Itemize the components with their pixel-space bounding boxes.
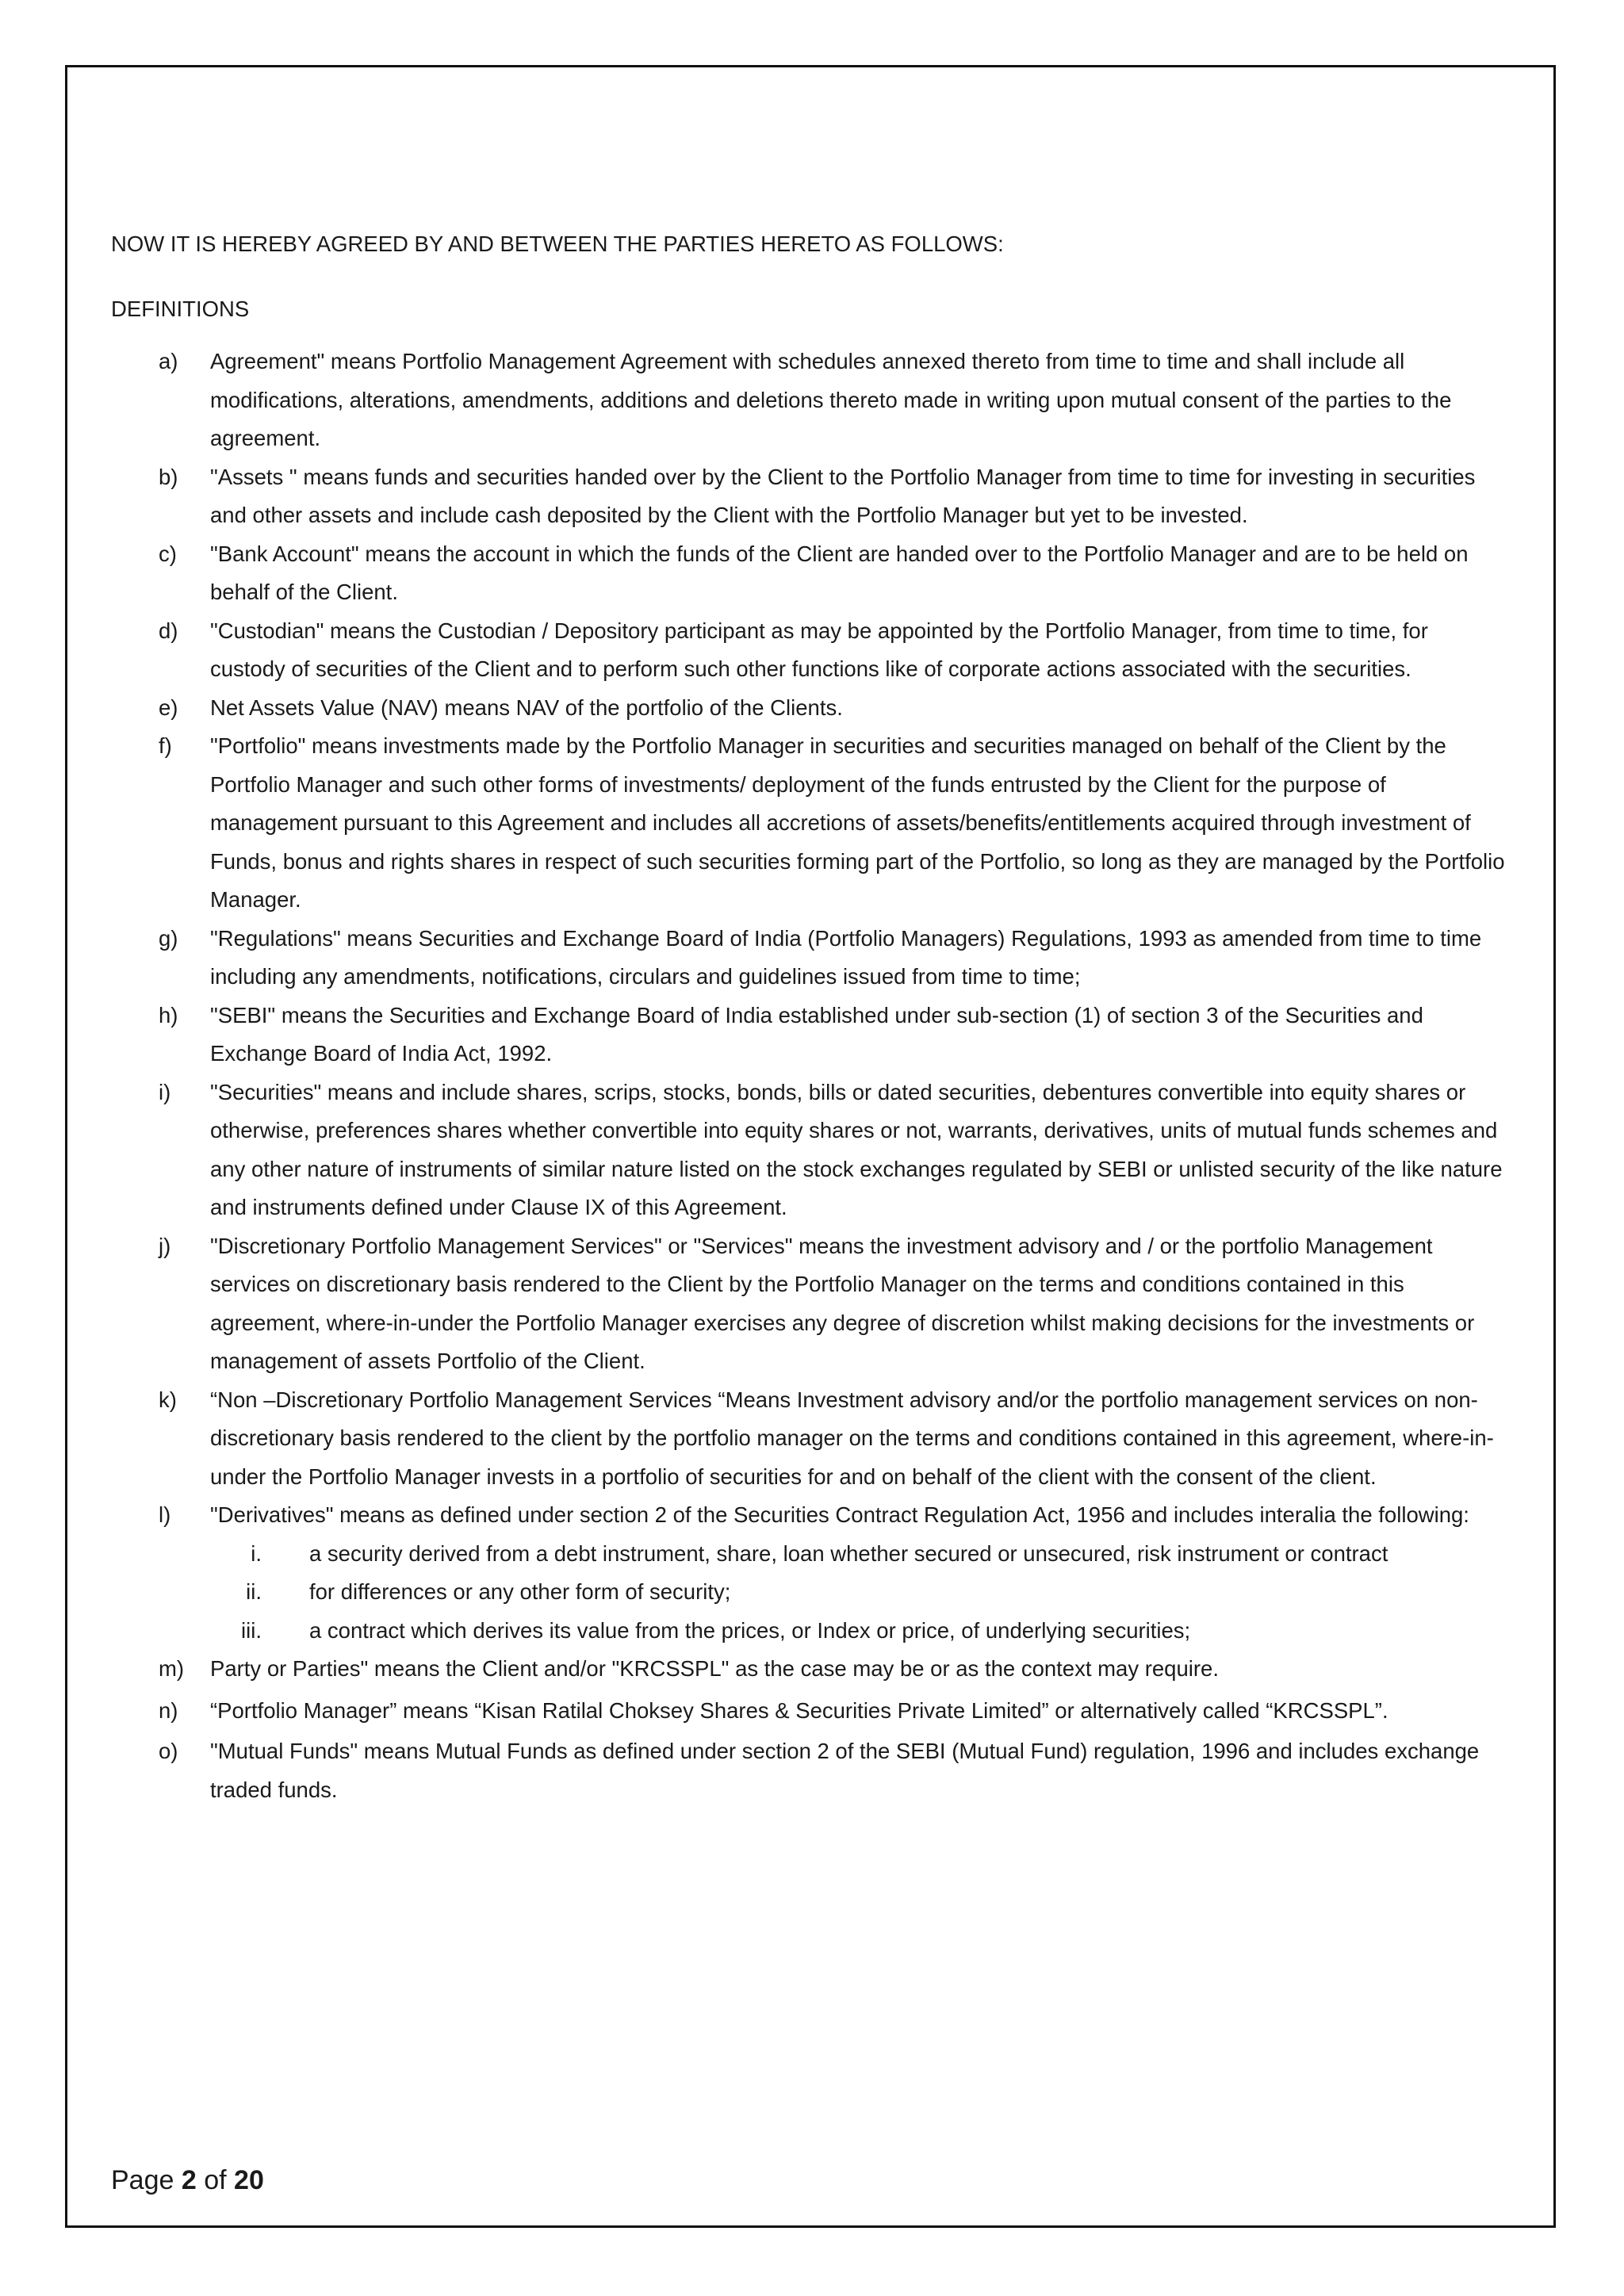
definition-item-o <box>111 1732 1507 1809</box>
current-page: 2 <box>181 2165 197 2195</box>
item-marker: c) <box>159 541 177 566</box>
definition-text: Agreement" means Portfolio Management Agreement with schedules annexed thereto from time to time and shall include all modifications, alterations, amendments, additions and deletions thereto made in writing upon mutual consent of the parties to the agreement. <box>210 349 1452 450</box>
definition-text: "Securities" means and include shares, scrips, stocks, bonds, bills or dated securities, debentures convertible into equity shares or otherwise, preferences shares whether convertible into equity shares or not, warrants, derivatives, units of mutual funds schemes and any other nature of instruments of similar nature listed on the stock exchanges regulated by SEBI or unlisted security of the like nature and instruments defined under Clause IX of this Agreement. <box>210 1079 1503 1219</box>
item-marker: a) <box>159 349 178 373</box>
definition-item-h <box>111 997 1507 1073</box>
definition-item-f <box>111 727 1507 920</box>
item-marker: g) <box>159 925 178 951</box>
subitem-text: a contract which derives its value from the prices, or Index or price, of underlying securities; <box>309 1617 1191 1643</box>
document-body <box>111 225 1507 1809</box>
item-marker: j) <box>159 1233 171 1258</box>
item-marker: m) <box>159 1656 185 1681</box>
derivatives-subitem-ii <box>111 1573 1507 1612</box>
item-marker: b) <box>159 464 178 489</box>
item-marker: n) <box>159 1697 178 1723</box>
definition-item-k <box>111 1381 1507 1497</box>
definition-text: "Bank Account" means the account in which the funds of the Client are handed over to the Portfolio Manager and are to be held on behalf of the Client. <box>210 541 1469 604</box>
definition-text: "Derivatives" means as defined under section 2 of the Securities Contract Regulation Act, 1956 and includes interalia the following: <box>210 1502 1469 1527</box>
definition-item-c <box>111 535 1507 612</box>
item-marker: k) <box>159 1387 177 1412</box>
subitem-text: for differences or any other form of security; <box>309 1579 731 1604</box>
definition-item-d <box>111 612 1507 689</box>
definition-text: “Non –Discretionary Portfolio Management Services “Means Investment advisory and/or the portfolio management services on non-discretionary basis rendered to the client by the portfolio manager on the terms and conditions contained in this agreement, where-in-under the Portfolio Manager invests in a portfolio of securities for and on behalf of the client with the consent of the client. <box>210 1387 1494 1489</box>
subitem-text: a security derived from a debt instrument, share, loan whether secured or unsecured, risk instrument or contract <box>309 1540 1388 1566</box>
definition-item-g <box>111 920 1507 997</box>
item-marker: h) <box>159 1002 178 1027</box>
definition-item-n <box>111 1692 1507 1731</box>
item-marker: o) <box>159 1739 178 1763</box>
item-marker: d) <box>159 618 178 643</box>
definition-item-j <box>111 1227 1507 1381</box>
item-marker: f) <box>159 733 172 758</box>
subitem-marker: iii. <box>241 1617 262 1643</box>
definition-item-m <box>111 1650 1507 1689</box>
definition-text: Party or Parties" means the Client and/or "KRCSSPL" as the case may be or as the context may require. <box>210 1656 1219 1681</box>
subitem-marker: i. <box>251 1540 262 1566</box>
page-word: Page <box>111 2165 174 2195</box>
definition-text: "Discretionary Portfolio Management Services" or "Services" means the investment advisory and / or the portfolio Management services on discretionary basis rendered to the Client by the Portfolio Manager on the terms and conditions contained in this agreement, where-in-under the Portfolio Manager exercises any degree of discretion whilst making decisions for the investments or management of assets Portfolio of the Client. <box>210 1233 1475 1373</box>
derivatives-subitem-iii <box>111 1612 1507 1651</box>
definition-text: "Assets " means funds and securities handed over by the Client to the Portfolio Manager from time to time for investing in securities and other assets and include cash deposited by the Client with the Portfolio Manager but yet to be invested. <box>210 464 1476 527</box>
definition-item-e <box>111 689 1507 728</box>
item-marker: i) <box>159 1079 171 1104</box>
definition-text: "SEBI" means the Securities and Exchange Board of India established under sub-section (1) of section 3 of the Securities and Exchange Board of India Act, 1992. <box>210 1002 1423 1066</box>
definition-item-b <box>111 458 1507 535</box>
item-marker: e) <box>159 695 178 720</box>
definition-text: “Portfolio Manager” means “Kisan Ratilal Choksey Shares & Securities Private Limited” or alternatively called “KRCSSPL”. <box>210 1697 1388 1723</box>
definition-text: Net Assets Value (NAV) means NAV of the portfolio of the Clients. <box>210 695 843 720</box>
definition-text: "Custodian" means the Custodian / Depository participant as may be appointed by the Portfolio Manager, from time to time, for custody of securities of the Client and to perform such other functions like of corporate actions associated with the securities. <box>210 618 1428 681</box>
agreement-heading: NOW IT IS HEREBY AGREED BY AND BETWEEN THE PARTIES HERETO AS FOLLOWS: <box>111 232 1004 256</box>
page-number <box>111 2164 264 2196</box>
definition-item-a <box>111 342 1507 458</box>
derivatives-subitem-i <box>111 1535 1507 1574</box>
definition-text: "Portfolio" means investments made by the Portfolio Manager in securities and securities managed on behalf of the Client by the Portfolio Manager and such other forms of investments/ deployment of the funds entrusted by the Client for the purpose of management pursuant to this Agreement and includes all accretions of assets/benefits/entitlements acquired through investment of Funds, bonus and rights shares in respect of such securities forming part of the Portfolio, so long as they are managed by the Portfolio Manager. <box>210 733 1505 912</box>
subitem-marker: ii. <box>246 1579 262 1604</box>
definition-text: "Regulations" means Securities and Exchange Board of India (Portfolio Managers) Regulations, 1993 as amended from time to time including any amendments, notifications, circulars and guidelines issued from time to time; <box>210 925 1482 989</box>
item-marker: l) <box>159 1502 171 1527</box>
definition-text: "Mutual Funds" means Mutual Funds as defined under section 2 of the SEBI (Mutual Fund) regulation, 1996 and includes exchange traded funds. <box>210 1739 1480 1802</box>
of-word: of <box>204 2165 227 2195</box>
total-pages: 20 <box>234 2165 264 2195</box>
definitions-title: DEFINITIONS <box>111 296 250 321</box>
definition-item-l <box>111 1496 1507 1650</box>
definition-item-i <box>111 1073 1507 1227</box>
